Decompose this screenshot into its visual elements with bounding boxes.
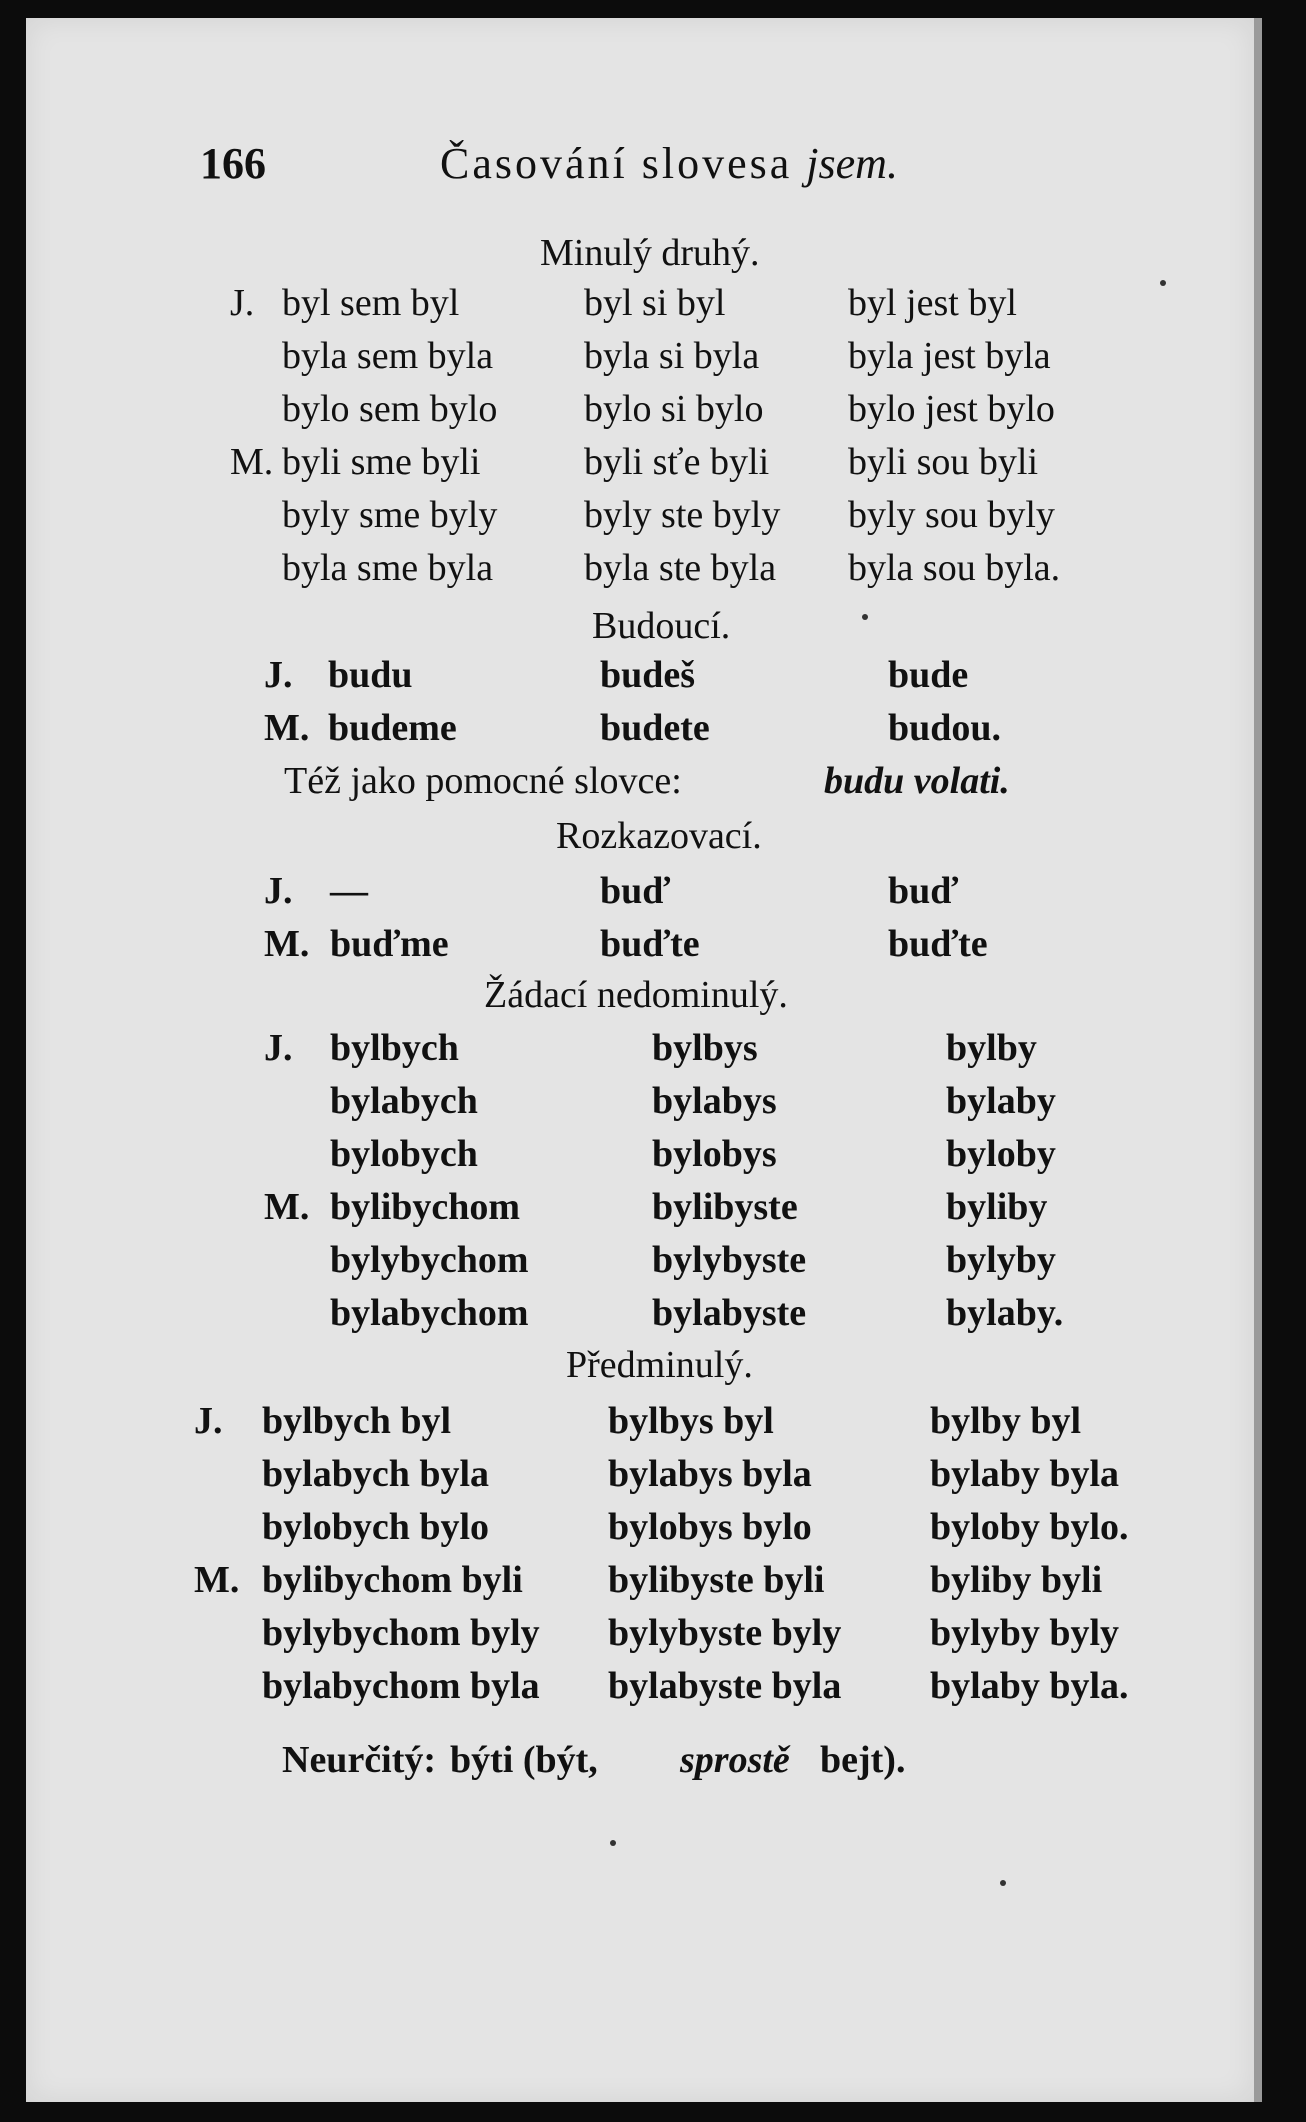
- form-col-2: buďte: [600, 923, 700, 965]
- form-col-2: bylibyste byli: [608, 1559, 825, 1601]
- conjugation-row: [0, 1555, 1306, 1605]
- form-col-3: bylaby.: [946, 1292, 1064, 1334]
- page-number: 166: [200, 139, 266, 188]
- heading-text: Budoucí.: [592, 605, 731, 647]
- running-title-italic: jsem.: [806, 139, 898, 188]
- form-col-2: bylobys bylo: [608, 1506, 812, 1548]
- form-col-3: byl jest byl: [848, 282, 1017, 324]
- conjugation-row: [0, 1182, 1306, 1232]
- running-title: [440, 138, 898, 189]
- conjugation-row: [0, 703, 1306, 753]
- form-col-2: bylabyste: [652, 1292, 807, 1334]
- conjugation-row: [0, 1608, 1306, 1658]
- scan-speck: [862, 614, 868, 620]
- form-col-2: bylybyste byly: [608, 1612, 842, 1654]
- scan-speck: [610, 1840, 616, 1846]
- section-heading-rozkazovaci: [0, 811, 1306, 861]
- form-col-1: byli sme byli: [282, 441, 481, 483]
- form-col-3: bude: [888, 654, 969, 696]
- conjugation-row: [0, 1396, 1306, 1446]
- form-col-3: budou.: [888, 707, 1002, 749]
- form-col-2: bylabys byla: [608, 1453, 812, 1495]
- form-col-1: bylabych: [330, 1080, 478, 1122]
- row-marker: J.: [264, 654, 293, 696]
- form-col-1: byly sme byly: [282, 494, 498, 536]
- heading-text: Předminulý.: [566, 1344, 753, 1386]
- conjugation-row: [0, 919, 1306, 969]
- form-col-3: bylaby: [946, 1080, 1056, 1122]
- neurcity-text-end: bejt).: [820, 1739, 906, 1781]
- form-col-1: budeme: [328, 707, 457, 749]
- form-col-2: byla ste byla: [584, 547, 777, 589]
- heading-text: Minulý druhý.: [540, 232, 760, 274]
- form-col-1: —: [330, 870, 368, 912]
- form-col-3: byly sou byly: [848, 494, 1055, 536]
- running-header: [200, 138, 980, 198]
- note-text: Též jako pomocné slovce:: [284, 760, 682, 802]
- form-col-2: bylybyste: [652, 1239, 807, 1281]
- form-col-3: bylby: [946, 1027, 1037, 1069]
- section-heading-predminuly: [0, 1340, 1306, 1390]
- form-col-2: buď: [600, 870, 671, 912]
- form-col-1: bylo sem bylo: [282, 388, 498, 430]
- form-col-3: bylyby: [946, 1239, 1056, 1281]
- form-col-1: byla sem byla: [282, 335, 494, 377]
- scan-speck: [1000, 1880, 1006, 1886]
- row-marker: M.: [194, 1559, 240, 1601]
- conjugation-row: [0, 1288, 1306, 1338]
- conjugation-row: [0, 1661, 1306, 1711]
- row-marker: M.: [264, 707, 310, 749]
- form-col-3: byla sou byla.: [848, 547, 1061, 589]
- form-col-3: buď: [888, 870, 959, 912]
- scan-speck: [1160, 280, 1166, 286]
- conjugation-row: [0, 490, 1306, 540]
- form-col-3: bylby byl: [930, 1400, 1082, 1442]
- form-col-2: byla si byla: [584, 335, 760, 377]
- conjugation-row: [0, 1449, 1306, 1499]
- form-col-1: bylabychom byla: [262, 1665, 540, 1707]
- form-col-3: bylaby byla.: [930, 1665, 1129, 1707]
- form-col-3: byliby byli: [930, 1559, 1103, 1601]
- heading-text: Žádací nedominulý.: [484, 974, 788, 1016]
- form-col-1: budu: [328, 654, 413, 696]
- conjugation-row: [0, 1023, 1306, 1073]
- conjugation-row: [0, 650, 1306, 700]
- form-col-1: bylobych: [330, 1133, 478, 1175]
- running-title-text: Časování slovesa: [440, 139, 793, 188]
- form-col-2: bylabyste byla: [608, 1665, 842, 1707]
- row-marker: J.: [194, 1400, 223, 1442]
- conjugation-row: [0, 437, 1306, 487]
- row-marker: J.: [264, 1027, 293, 1069]
- form-col-3: byliby: [946, 1186, 1048, 1228]
- neurcity-label: Neurčitý:: [282, 1739, 437, 1781]
- form-col-3: byla jest byla: [848, 335, 1051, 377]
- form-col-1: bylbych byl: [262, 1400, 452, 1442]
- row-marker: M.: [230, 441, 274, 483]
- form-col-1: bylabych byla: [262, 1453, 490, 1495]
- form-col-1: buďme: [330, 923, 449, 965]
- form-col-1: byl sem byl: [282, 282, 460, 324]
- form-col-3: bylaby byla: [930, 1453, 1120, 1495]
- neurcity-italic: sprostě: [680, 1739, 790, 1781]
- conjugation-row: [0, 1129, 1306, 1179]
- form-col-1: bylabychom: [330, 1292, 529, 1334]
- form-col-1: bylobych bylo: [262, 1506, 490, 1548]
- form-col-1: bylybychom: [330, 1239, 529, 1281]
- form-col-2: bylobys: [652, 1133, 777, 1175]
- conjugation-row: [0, 1076, 1306, 1126]
- form-col-2: bylabys: [652, 1080, 777, 1122]
- neurcity-text: býti (být,: [450, 1739, 598, 1781]
- neurcity-line: [0, 1735, 1306, 1785]
- form-col-3: bylo jest bylo: [848, 388, 1055, 430]
- row-marker: J.: [264, 870, 293, 912]
- form-col-1: bylibychom: [330, 1186, 521, 1228]
- row-marker: M.: [264, 1186, 310, 1228]
- form-col-2: budeš: [600, 654, 696, 696]
- form-col-2: bylbys: [652, 1027, 758, 1069]
- form-col-2: budete: [600, 707, 710, 749]
- form-col-2: byly ste byly: [584, 494, 781, 536]
- budouci-note: [0, 756, 1306, 806]
- conjugation-row: [0, 384, 1306, 434]
- form-col-1: bylybychom byly: [262, 1612, 540, 1654]
- conjugation-row: [0, 866, 1306, 916]
- note-italic: budu volati.: [824, 760, 1010, 802]
- section-heading-budouci: [0, 601, 1306, 651]
- conjugation-row: [0, 1502, 1306, 1552]
- conjugation-row: [0, 543, 1306, 593]
- form-col-2: bylibyste: [652, 1186, 798, 1228]
- form-col-1: bylbych: [330, 1027, 459, 1069]
- form-col-2: byl si byl: [584, 282, 726, 324]
- form-col-3: bylyby byly: [930, 1612, 1120, 1654]
- form-col-3: buďte: [888, 923, 988, 965]
- conjugation-row: [0, 1235, 1306, 1285]
- form-col-1: byla sme byla: [282, 547, 494, 589]
- section-heading-zadaci: [0, 970, 1306, 1020]
- conjugation-row: [0, 331, 1306, 381]
- form-col-1: bylibychom byli: [262, 1559, 523, 1601]
- heading-text: Rozkazovací.: [556, 815, 762, 857]
- form-col-2: bylo si bylo: [584, 388, 764, 430]
- row-marker: M.: [264, 923, 310, 965]
- form-col-2: byli sťe byli: [584, 441, 770, 483]
- row-marker: J.: [230, 282, 255, 324]
- section-heading-minuly-druhy: [0, 228, 1306, 278]
- conjugation-row: [0, 278, 1306, 328]
- form-col-2: bylbys byl: [608, 1400, 774, 1442]
- form-col-3: byloby: [946, 1133, 1056, 1175]
- form-col-3: byli sou byli: [848, 441, 1039, 483]
- form-col-3: byloby bylo.: [930, 1506, 1129, 1548]
